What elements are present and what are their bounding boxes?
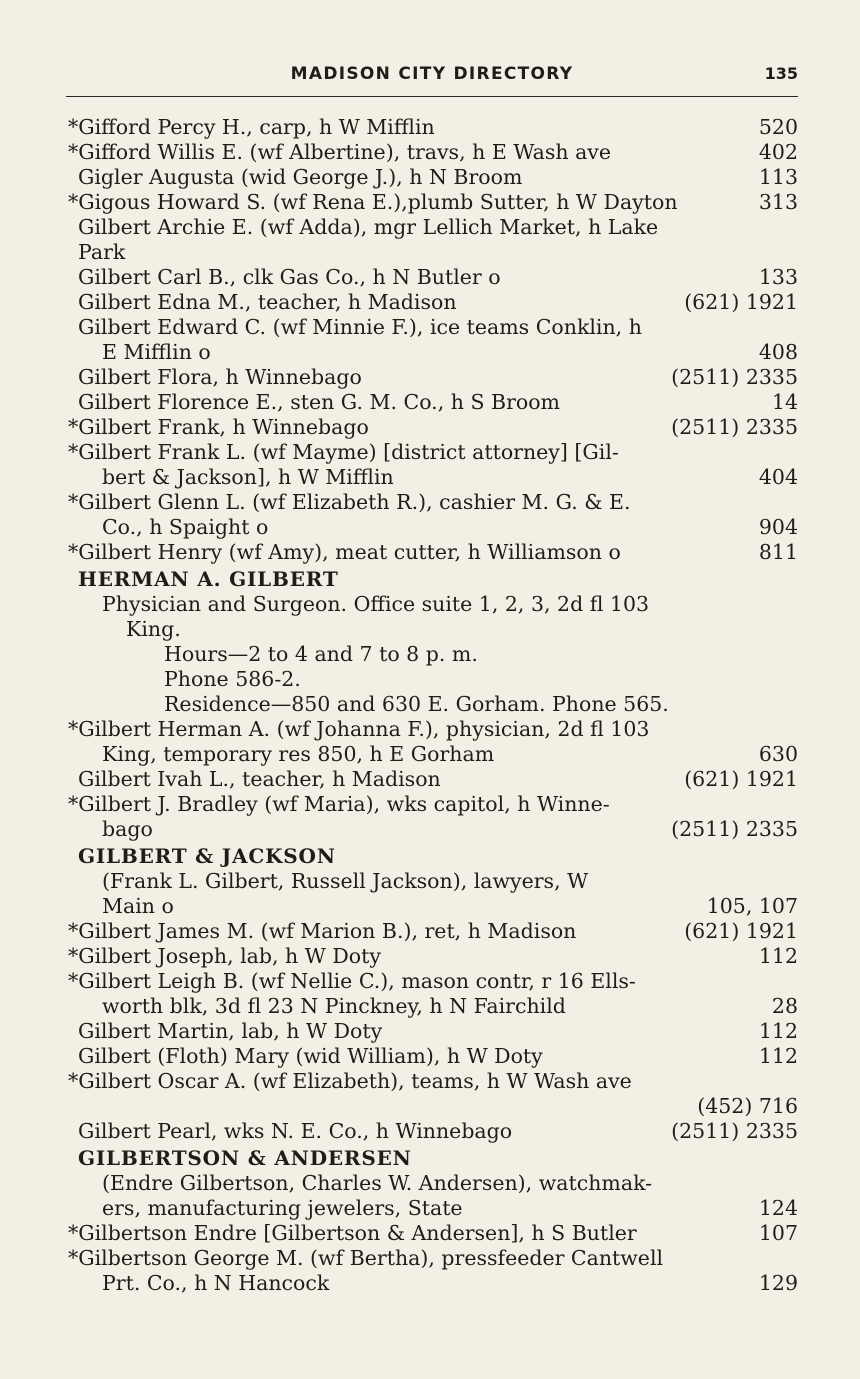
entry-text: Main o bbox=[102, 894, 174, 918]
entry-number: 520 bbox=[758, 115, 798, 139]
entry-number: 133 bbox=[758, 265, 798, 289]
entry-text: Gilbert (Floth) Mary (wid William), h W Doty bbox=[78, 1044, 543, 1068]
entry-text: Gilbert Pearl, wks N. E. Co., h Winnebago bbox=[78, 1119, 513, 1143]
directory-entry-line bbox=[66, 869, 798, 894]
entry-text: Gilbert Ivah L., teacher, h Madison bbox=[78, 767, 441, 791]
directory-entry-line bbox=[66, 365, 798, 390]
business-heading bbox=[66, 844, 798, 869]
directory-entry-line bbox=[66, 667, 798, 692]
directory-entry-line bbox=[66, 265, 798, 290]
heading-text: HERMAN A. GILBERT bbox=[78, 567, 339, 591]
directory-entry-line bbox=[66, 165, 798, 190]
entry-text: Gilbert Florence E., sten G. M. Co., h S Broom bbox=[78, 390, 560, 414]
directory-entry-line bbox=[66, 742, 798, 767]
entry-text: *Gilbertson George M. (wf Bertha), pressfeeder Cantwell bbox=[68, 1246, 664, 1270]
entry-text: *Gilbert Leigh B. (wf Nellie C.), mason contr, r 16 Ells- bbox=[68, 969, 636, 993]
entry-text: ers, manufacturing jewelers, State bbox=[102, 1196, 463, 1220]
entry-number: 124 bbox=[758, 1196, 798, 1220]
entry-number: (621) 1921 bbox=[684, 290, 798, 314]
entry-number: (621) 1921 bbox=[684, 767, 798, 791]
directory-entry-line bbox=[66, 717, 798, 742]
directory-entry-line bbox=[66, 994, 798, 1019]
directory-entry-line bbox=[66, 290, 798, 315]
entry-text: bert & Jackson], h W Mifflin bbox=[102, 465, 394, 489]
entry-text: King. bbox=[126, 617, 181, 641]
entry-text: *Gigous Howard S. (wf Rena E.),plumb Sutter, h W Dayton bbox=[68, 190, 678, 214]
entry-number: 112 bbox=[758, 944, 798, 968]
directory-entry-line bbox=[66, 490, 798, 515]
entry-number: 408 bbox=[758, 340, 798, 364]
entry-text: (Frank L. Gilbert, Russell Jackson), lawyers, W bbox=[102, 869, 589, 893]
entry-text: *Gilbert Oscar A. (wf Elizabeth), teams, h W Wash ave bbox=[68, 1069, 632, 1093]
directory-entry-line bbox=[66, 315, 798, 340]
entry-text: bago bbox=[102, 817, 153, 841]
directory-entry-line bbox=[66, 190, 798, 215]
directory-entry-line bbox=[66, 817, 798, 842]
entry-number: 112 bbox=[758, 1044, 798, 1068]
directory-entry-line bbox=[66, 1196, 798, 1221]
entry-text: *Gilbert J. Bradley (wf Maria), wks capitol, h Winne- bbox=[68, 792, 610, 816]
entry-number: 113 bbox=[758, 165, 798, 189]
entry-text: *Gifford Willis E. (wf Albertine), travs, h E Wash ave bbox=[68, 140, 611, 164]
entry-text: Park bbox=[78, 240, 126, 264]
entry-text: *Gilbert Henry (wf Amy), meat cutter, h Williamson o bbox=[68, 540, 621, 564]
entry-number: 107 bbox=[758, 1221, 798, 1245]
directory-entry-line bbox=[66, 1044, 798, 1069]
directory-entry-line bbox=[66, 642, 798, 667]
directory-entry-line bbox=[66, 215, 798, 240]
directory-entry-line bbox=[66, 240, 798, 265]
directory-entry-line bbox=[66, 617, 798, 642]
running-title: MADISON CITY DIRECTORY bbox=[290, 64, 574, 84]
heading-text: GILBERT & JACKSON bbox=[78, 844, 336, 868]
directory-entry-line bbox=[66, 1271, 798, 1296]
directory-entry-line bbox=[66, 390, 798, 415]
entry-number: (2511) 2335 bbox=[671, 415, 798, 439]
directory-entry-line bbox=[66, 1171, 798, 1196]
directory-entry-line bbox=[66, 692, 798, 717]
entry-text: Gilbert Edna M., teacher, h Madison bbox=[78, 290, 457, 314]
entry-number: 28 bbox=[771, 994, 798, 1018]
entry-number: 105, 107 bbox=[706, 894, 798, 918]
directory-entry-line bbox=[66, 540, 798, 565]
directory-entry-line bbox=[66, 894, 798, 919]
directory-entry-line bbox=[66, 1019, 798, 1044]
entry-text: *Gilbert Glenn L. (wf Elizabeth R.), cashier M. G. & E. bbox=[68, 490, 631, 514]
entry-number: 402 bbox=[758, 140, 798, 164]
entry-text: E Mifflin o bbox=[102, 340, 211, 364]
entry-number: (621) 1921 bbox=[684, 919, 798, 943]
entry-text: Gilbert Martin, lab, h W Doty bbox=[78, 1019, 383, 1043]
entry-text: Gigler Augusta (wid George J.), h N Broom bbox=[78, 165, 523, 189]
entry-text: Phone 586-2. bbox=[164, 667, 301, 691]
entry-number: 112 bbox=[758, 1019, 798, 1043]
entry-number: 811 bbox=[758, 540, 798, 564]
directory-entry-line bbox=[66, 515, 798, 540]
business-heading bbox=[66, 567, 798, 592]
entry-text: *Gilbertson Endre [Gilbertson & Andersen], h S Butler bbox=[68, 1221, 637, 1245]
directory-listing bbox=[66, 115, 798, 1296]
directory-entry-line bbox=[66, 1119, 798, 1144]
entry-number: (2511) 2335 bbox=[671, 1119, 798, 1143]
entry-text: Gilbert Carl B., clk Gas Co., h N Butler o bbox=[78, 265, 501, 289]
entry-number: (452) 716 bbox=[697, 1094, 798, 1118]
entry-number: 129 bbox=[758, 1271, 798, 1295]
directory-entry-line bbox=[66, 1246, 798, 1271]
directory-entry-line bbox=[66, 465, 798, 490]
directory-entry-line bbox=[66, 1069, 798, 1094]
entry-text: worth blk, 3d fl 23 N Pinckney, h N Fairchild bbox=[102, 994, 566, 1018]
entry-number: 630 bbox=[758, 742, 798, 766]
directory-entry-line bbox=[66, 340, 798, 365]
directory-entry-line bbox=[66, 944, 798, 969]
entry-text: *Gilbert Herman A. (wf Johanna F.), physician, 2d fl 103 bbox=[68, 717, 650, 741]
entry-text: *Gilbert Frank L. (wf Mayme) [district attorney] [Gil- bbox=[68, 440, 619, 464]
entry-text: Co., h Spaight o bbox=[102, 515, 269, 539]
directory-entry-line bbox=[66, 592, 798, 617]
directory-entry-line bbox=[66, 440, 798, 465]
entry-number: 404 bbox=[758, 465, 798, 489]
entry-text: *Gifford Percy H., carp, h W Mifflin bbox=[68, 115, 435, 139]
directory-entry-line bbox=[66, 1094, 798, 1119]
directory-entry-line bbox=[66, 919, 798, 944]
entry-number: (2511) 2335 bbox=[671, 365, 798, 389]
entry-text: King, temporary res 850, h E Gorham bbox=[102, 742, 495, 766]
entry-text: Gilbert Flora, h Winnebago bbox=[78, 365, 362, 389]
directory-entry-line bbox=[66, 1221, 798, 1246]
directory-entry-line bbox=[66, 792, 798, 817]
entry-text: Residence—850 and 630 E. Gorham. Phone 565. bbox=[164, 692, 669, 716]
directory-entry-line bbox=[66, 115, 798, 140]
directory-entry-line bbox=[66, 767, 798, 792]
heading-text: GILBERTSON & ANDERSEN bbox=[78, 1146, 412, 1170]
entry-text: Prt. Co., h N Hancock bbox=[102, 1271, 330, 1295]
entry-number: 904 bbox=[758, 515, 798, 539]
entry-text: Gilbert Archie E. (wf Adda), mgr Lellich Market, h Lake bbox=[78, 215, 659, 239]
directory-entry-line bbox=[66, 415, 798, 440]
entry-text: (Endre Gilbertson, Charles W. Andersen), watchmak- bbox=[102, 1171, 653, 1195]
entry-number: 14 bbox=[771, 390, 798, 414]
page-header bbox=[66, 62, 798, 97]
directory-entry-line bbox=[66, 969, 798, 994]
entry-text: Gilbert Edward C. (wf Minnie F.), ice teams Conklin, h bbox=[78, 315, 642, 339]
business-heading bbox=[66, 1146, 798, 1171]
directory-entry-line bbox=[66, 140, 798, 165]
entry-text: Physician and Surgeon. Office suite 1, 2, 3, 2d fl 103 bbox=[102, 592, 650, 616]
entry-number: 313 bbox=[758, 190, 798, 214]
entry-text: *Gilbert Joseph, lab, h W Doty bbox=[68, 944, 381, 968]
entry-number: (2511) 2335 bbox=[671, 817, 798, 841]
page-number: 135 bbox=[764, 64, 798, 83]
entry-text: *Gilbert Frank, h Winnebago bbox=[68, 415, 369, 439]
entry-text: Hours—2 to 4 and 7 to 8 p. m. bbox=[164, 642, 478, 666]
entry-text: *Gilbert James M. (wf Marion B.), ret, h Madison bbox=[68, 919, 577, 943]
